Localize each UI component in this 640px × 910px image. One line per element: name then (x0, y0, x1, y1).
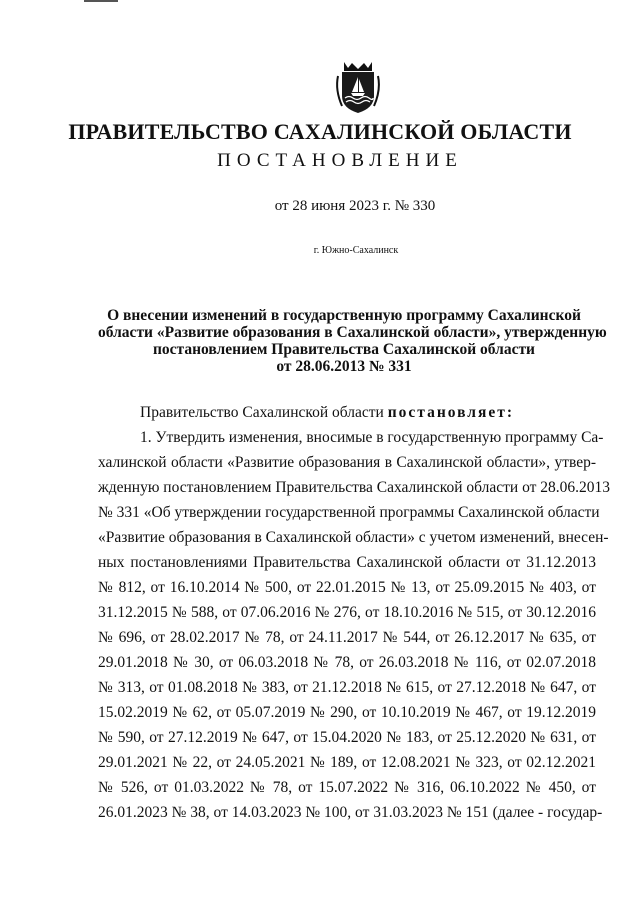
body-line: № 696, от 28.02.2017 № 78, от 24.11.2017 № 544, от 26.12.2017 № 635, от (98, 629, 596, 646)
document-subject (98, 307, 607, 375)
government-name: ПРАВИТЕЛЬСТВО САХАЛИНСКОЙ ОБЛАСТИ (68, 119, 572, 144)
body-line: № 331 «Об утверждении государственной программы Сахалинской области (98, 504, 600, 521)
document-date-number: от 28 июня 2023 г. № 330 (274, 198, 436, 214)
body-line: 15.02.2019 № 62, от 05.07.2019 № 290, от 10.10.2019 № 467, от 19.12.2019 (98, 704, 596, 721)
document-city: г. Южно-Сахалинск (313, 245, 399, 256)
body-line: 29.01.2021 № 22, от 24.05.2021 № 189, от 12.08.2021 № 323, от 02.12.2021 (98, 754, 596, 771)
body-line: № 313, от 01.08.2018 № 383, от 21.12.2018 № 615, от 27.12.2018 № 647, от (98, 679, 596, 696)
subject-line: постановлением Правительства Сахалинской области (152, 341, 535, 358)
body-line: жденную постановлением Правительства Сахалинской области от 28.06.2013 (98, 479, 611, 496)
body-line: 29.01.2018 № 30, от 06.03.2018 № 78, от 26.03.2018 № 116, от 02.07.2018 (98, 654, 596, 671)
subject-line: О внесении изменений в государственную программу Сахалинской (107, 307, 581, 324)
body-line: 26.01.2023 № 38, от 14.03.2023 № 100, от 31.03.2023 № 151 (далее - государ- (98, 804, 603, 821)
preamble-text: Правительство Сахалинской области (140, 404, 388, 421)
preamble (140, 404, 514, 422)
body-line: № 526, от 01.03.2022 № 78, от 15.07.2022 № 316, 06.10.2022 № 450, от (98, 779, 596, 796)
body-line: № 812, от 16.10.2014 № 500, от 22.01.2015 № 13, от 25.09.2015 № 403, от (98, 579, 596, 596)
body-line: халинской области «Развитие образования в Сахалинской области», утвер- (98, 454, 596, 471)
body-line: «Развитие образования в Сахалинской области» с учетом изменений, внесен- (98, 529, 609, 546)
subject-line: области «Развитие образования в Сахалинской области», утвержденную (98, 324, 607, 341)
scan-edge-mark (84, 0, 118, 2)
sakhalin-coat-of-arms-icon (332, 60, 384, 114)
body-line: ных постановлениями Правительства Сахалинской области от 31.12.2013 (98, 554, 596, 571)
body-line: № 590, от 27.12.2019 № 647, от 15.04.2020 № 183, от 25.12.2020 № 631, от (98, 729, 596, 746)
body-line: 31.12.2015 № 588, от 07.06.2016 № 276, от 18.10.2016 № 515, от 30.12.2016 (98, 604, 596, 621)
body-line: 1. Утвердить изменения, вносимые в государственную программу Са- (140, 429, 604, 446)
document-type: ПОСТАНОВЛЕНИЕ (217, 150, 463, 171)
preamble-resolves: постановляет: (387, 404, 515, 421)
subject-line: от 28.06.2013 № 331 (276, 358, 412, 375)
